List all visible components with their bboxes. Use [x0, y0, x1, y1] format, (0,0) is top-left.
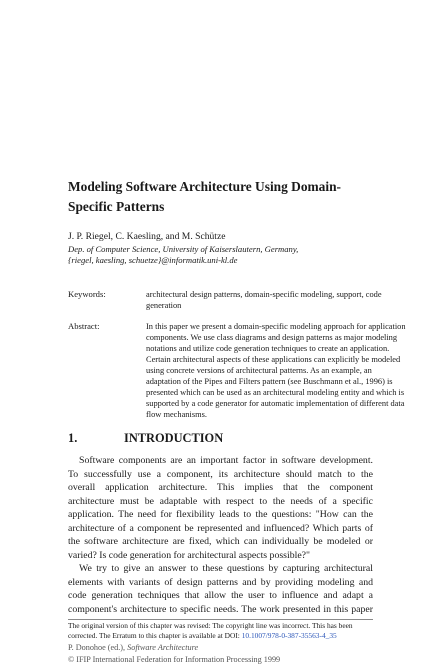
abstract-text: [146, 321, 406, 420]
section-number: 1.: [68, 431, 78, 445]
keywords-label: Keywords:: [68, 289, 106, 299]
copyright-line: © IFIP International Federation for Information Processing 1999: [68, 655, 281, 664]
footnote-line: [68, 631, 373, 641]
body-line: application. The need for flexibility leads to the questions: "How can the: [68, 509, 373, 520]
publisher-info: [68, 642, 280, 666]
footnote-line: The original version of this chapter was revised: The copyright line was incorrect. This has been: [68, 621, 353, 630]
abstract-line: using concrete versions of architectural patterns. As an example, an: [146, 366, 372, 375]
abstract-line: supported by a code generator for automatic implementation of different data: [146, 399, 405, 408]
keywords-line: generation: [146, 301, 182, 310]
abstract-line: components. We use class diagrams and design patterns as major modeling: [146, 333, 398, 342]
footnote-rule: [68, 619, 373, 620]
book-title: Software Architecture: [127, 643, 199, 652]
keywords-text: [146, 289, 386, 311]
body-line: overall application architecture. This implies that the component: [68, 482, 373, 493]
section-heading: [68, 430, 223, 446]
paper-title: [68, 177, 368, 217]
abstract-line: adaptation of the Pipes and Filters pattern (see Buschmann et al., 1996) is: [146, 377, 393, 386]
body-line: To successfully use a component, its architecture should match to the: [68, 468, 373, 480]
body-line: architecture must be adaptable with respect to the needs of a specific: [68, 495, 373, 507]
affiliation: [68, 244, 368, 265]
section-title: INTRODUCTION: [124, 431, 224, 445]
body-line: elements with variants of design patterns and by providing modeling and: [68, 576, 373, 588]
editor-name: P. Donohoe (ed.),: [68, 643, 126, 652]
abstract-line: Certain architectural aspects of these applications can explicitly be modeled: [146, 355, 401, 364]
abstract-line: In this paper we present a domain-specific modeling approach for application: [146, 322, 406, 331]
keywords-line: architectural design patterns, domain-specific modeling, support, code: [146, 290, 382, 299]
body-line: Software components are an important factor in software development.: [79, 455, 373, 466]
body-text: [68, 454, 373, 616]
editor-line: [68, 642, 280, 654]
footnote-prefix: corrected. The Erratum to this chapter is available at DOI:: [68, 630, 240, 640]
body-line: the software architecture are fixed, which can individually be modeled or: [68, 536, 373, 547]
abstract-line: flow mechanisms.: [146, 410, 207, 419]
body-line: code generation techniques that allow the user to influence and adapt a: [68, 590, 373, 601]
author-list: J. P. Riegel, C. Kaesling, and M. Schütze: [68, 231, 226, 242]
title-line: Modeling Software Architecture Using Domain-: [68, 179, 341, 194]
doi-link[interactable]: 10.1007/978-0-387-35563-4_35: [241, 630, 337, 640]
footnote: [68, 621, 373, 640]
title-line: Specific Patterns: [68, 199, 165, 214]
body-line: varied? Is code generation for architectural aspects possible?": [68, 549, 311, 561]
body-line: We try to give an answer to these questions by capturing architectural: [79, 563, 373, 574]
body-line: component's architecture to specific needs. The work presented in this paper: [68, 603, 373, 615]
abstract-line: presented which can be used as an architectural modeling entity and which is: [146, 388, 405, 397]
abstract-label: Abstract:: [68, 321, 100, 331]
affiliation-line: Dep. of Computer Science, University of Kaiserslautern, Germany,: [68, 244, 299, 254]
email-line: {riegel, kaesling, schuetze}@informatik.uni-kl.de: [68, 254, 238, 265]
body-line: architecture of a component be represented and influenced? Which parts of: [68, 522, 373, 534]
abstract-line: notations and utilize code generation techniques to create an application.: [146, 344, 390, 353]
